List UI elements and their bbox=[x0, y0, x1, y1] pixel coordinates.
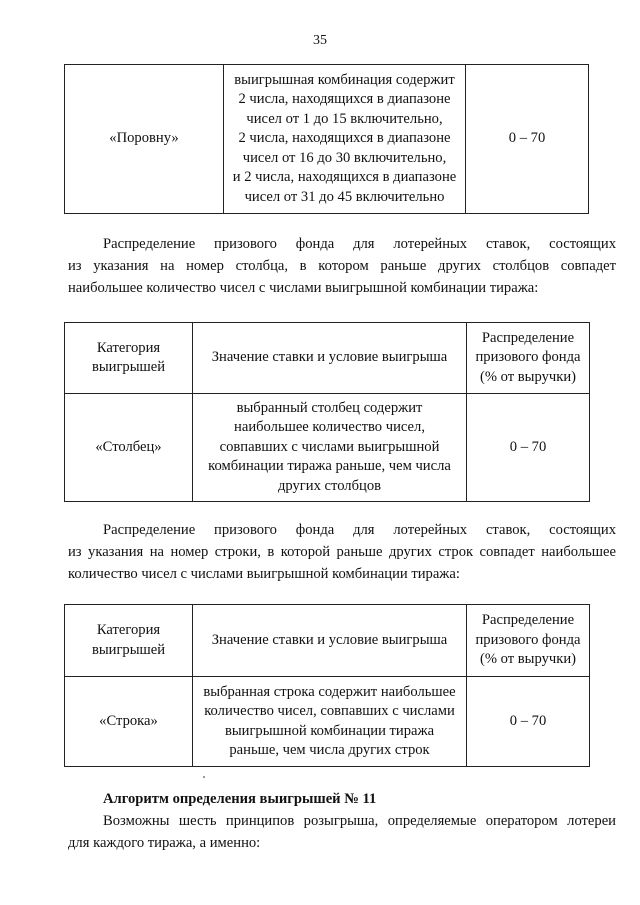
header-text: Категория bbox=[96, 622, 161, 639]
scan-speck bbox=[203, 776, 205, 778]
category-cell bbox=[65, 677, 193, 767]
table-row bbox=[65, 677, 590, 767]
header-condition bbox=[193, 605, 467, 677]
table-row bbox=[65, 65, 589, 214]
distribution-value: 0 – 70 bbox=[509, 712, 547, 729]
paragraph-line: из указания на номер столбца, в котором раньше других столбцов совпадет bbox=[68, 258, 616, 274]
header-text: призового фонда bbox=[475, 631, 581, 648]
header-text: Категория bbox=[96, 339, 161, 356]
distribution-cell bbox=[466, 65, 589, 214]
distribution-cell bbox=[467, 677, 590, 767]
paragraph-line: из указания на номер строки, в которой раньше других строк совпадет наибольшее bbox=[68, 544, 616, 560]
condition-line: чисел от 31 до 45 включительно bbox=[244, 188, 445, 205]
category-cell bbox=[65, 394, 193, 502]
header-distribution bbox=[467, 323, 590, 394]
condition-line: совпавших с числами выигрышной bbox=[219, 438, 440, 455]
header-category bbox=[65, 605, 193, 677]
section-heading: Алгоритм определения выигрышей № 11 bbox=[103, 791, 377, 807]
prize-table-row bbox=[64, 604, 590, 767]
category-cell bbox=[65, 65, 224, 214]
header-text: Распределение bbox=[481, 329, 575, 346]
header-text: выигрышей bbox=[91, 641, 166, 658]
condition-cell bbox=[193, 677, 467, 767]
condition-line: выигрышная комбинация содержит bbox=[234, 72, 455, 89]
header-category bbox=[65, 323, 193, 394]
paragraph-line: количество чисел с числами выигрышной комбинации тиража: bbox=[68, 566, 460, 582]
category-label: «Строка» bbox=[99, 712, 158, 729]
header-distribution bbox=[467, 605, 590, 677]
condition-line: количество чисел, совпавших с числами bbox=[204, 703, 455, 720]
distribution-value: 0 – 70 bbox=[508, 130, 546, 147]
page-number: 35 bbox=[313, 33, 327, 48]
table-header-row bbox=[65, 605, 590, 677]
condition-line: других столбцов bbox=[277, 477, 382, 494]
paragraph-row-bet bbox=[68, 519, 616, 585]
condition-cell bbox=[193, 394, 467, 502]
header-text: призового фонда bbox=[475, 349, 581, 366]
header-text: Значение ставки и условие выигрыша bbox=[211, 349, 448, 366]
condition-line: и 2 числа, находящихся в диапазоне bbox=[232, 169, 457, 186]
condition-cell bbox=[224, 65, 466, 214]
paragraph-line: для каждого тиража, а именно: bbox=[68, 835, 261, 851]
paragraph-algorithm bbox=[68, 810, 616, 854]
paragraph-line: Возможны шесть принципов розыгрыша, определяемые оператором лотереи bbox=[103, 813, 616, 829]
condition-line: 2 числа, находящихся в диапазоне bbox=[238, 91, 451, 108]
header-text: (% от выручки) bbox=[480, 651, 576, 668]
table-row bbox=[65, 394, 590, 502]
table-header-row bbox=[65, 323, 590, 394]
paragraph-line: Распределение призового фонда для лотерейных ставок, состоящих bbox=[103, 236, 616, 252]
condition-line: 2 числа, находящихся в диапазоне bbox=[238, 130, 451, 147]
category-label: «Поровну» bbox=[109, 130, 179, 147]
condition-line: наибольшее количество чисел, bbox=[234, 419, 425, 436]
condition-line: выигрышной комбинации тиража bbox=[224, 722, 435, 739]
condition-line: раньше, чем числа других строк bbox=[229, 741, 430, 758]
header-condition bbox=[193, 323, 467, 394]
prize-table-equal bbox=[64, 64, 589, 214]
distribution-cell bbox=[467, 394, 590, 502]
distribution-value: 0 – 70 bbox=[509, 438, 547, 455]
category-label: «Столбец» bbox=[95, 438, 162, 455]
condition-line: выбранный столбец содержит bbox=[236, 399, 423, 416]
paragraph-line: Распределение призового фонда для лотерейных ставок, состоящих bbox=[103, 522, 616, 538]
condition-line: чисел от 16 до 30 включительно, bbox=[242, 149, 447, 166]
paragraph-line: наибольшее количество чисел с числами выигрышной комбинации тиража: bbox=[68, 280, 539, 296]
condition-line: чисел от 1 до 15 включительно, bbox=[246, 110, 443, 127]
header-text: Значение ставки и условие выигрыша bbox=[211, 631, 448, 648]
header-text: (% от выручки) bbox=[480, 368, 576, 385]
header-text: выигрышей bbox=[91, 359, 166, 375]
paragraph-column-bet bbox=[68, 233, 616, 299]
header-text: Распределение bbox=[481, 612, 575, 629]
condition-line: выбранная строка содержит наибольшее bbox=[203, 683, 456, 700]
prize-table-column bbox=[64, 322, 590, 502]
condition-line: комбинации тиража раньше, чем числа bbox=[208, 458, 451, 475]
